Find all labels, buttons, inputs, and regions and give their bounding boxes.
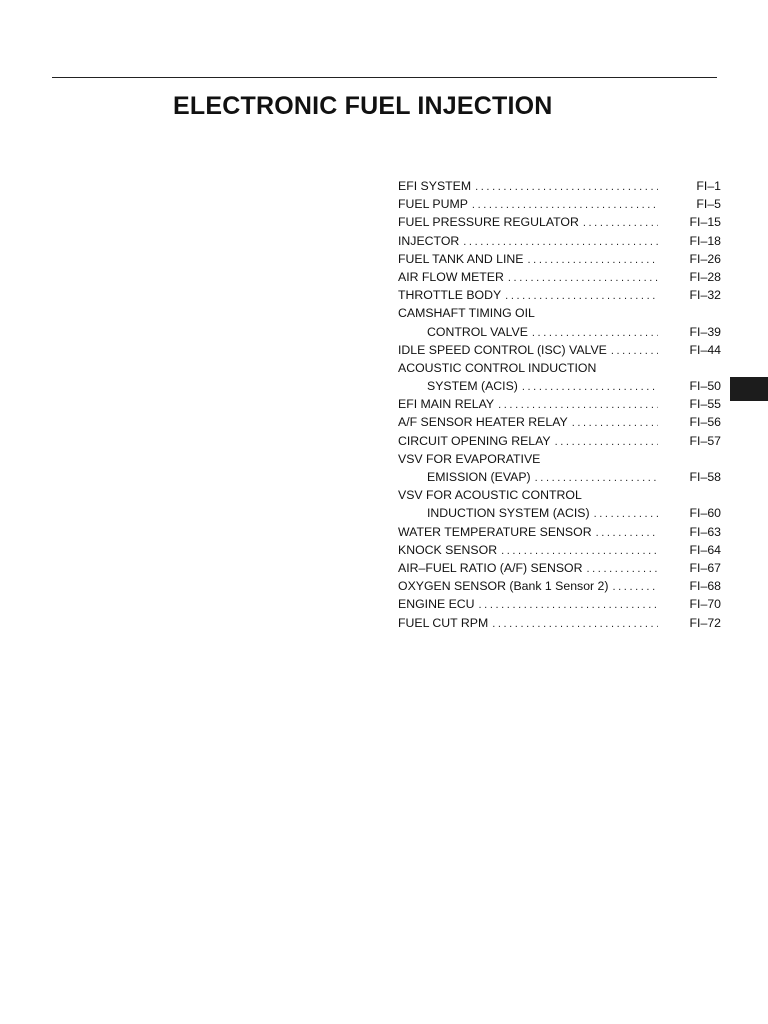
toc-entry-page: FI–44	[689, 342, 721, 357]
toc-entry-title: CIRCUIT OPENING RELAY	[398, 433, 551, 448]
toc-entry-title: ENGINE ECU	[398, 597, 475, 612]
toc-entry-acoustic-control-induction[interactable]	[398, 361, 721, 379]
toc-entry-throttle-body[interactable]	[398, 288, 721, 306]
toc-entry-emission-evap[interactable]	[398, 470, 721, 488]
toc-entry-efi-system[interactable]	[398, 179, 721, 197]
dot-leader	[555, 436, 658, 448]
toc-entry-page: FI–63	[689, 524, 721, 539]
dot-leader	[475, 181, 658, 193]
toc-entry-page: FI–5	[696, 197, 721, 212]
dot-leader	[613, 581, 659, 593]
header-rule	[52, 77, 717, 78]
toc-entry-page: FI–70	[689, 597, 721, 612]
toc-entry-vsv-for-acoustic-control[interactable]	[398, 488, 721, 506]
dot-leader	[532, 327, 658, 339]
toc-entry-title: CAMSHAFT TIMING OIL	[398, 306, 535, 321]
toc-entry-page: FI–15	[689, 215, 721, 230]
toc-entry-title: FUEL PRESSURE REGULATOR	[398, 215, 579, 230]
toc-entry-camshaft-timing-oil[interactable]	[398, 306, 721, 324]
toc-entry-title: IDLE SPEED CONTROL (ISC) VALVE	[398, 342, 607, 357]
dot-leader	[594, 508, 658, 520]
toc-entry-air-flow-meter[interactable]	[398, 270, 721, 288]
toc-entry-page: FI–50	[689, 379, 721, 394]
dot-leader	[535, 472, 658, 484]
toc-entry-title: FUEL TANK AND LINE	[398, 251, 524, 266]
toc-entry-title: KNOCK SENSOR	[398, 542, 498, 557]
toc-entry-fuel-tank-and-line[interactable]	[398, 252, 721, 270]
toc-entry-page: FI–18	[689, 233, 721, 248]
toc-entry-page: FI–60	[689, 506, 721, 521]
dot-leader	[522, 381, 658, 393]
toc-entry-page: FI–26	[689, 251, 721, 266]
toc-entry-efi-main-relay[interactable]	[398, 397, 721, 415]
toc-entry-page: FI–1	[696, 179, 721, 193]
toc-entry-system-acis[interactable]	[398, 379, 721, 397]
toc-entry-page: FI–55	[689, 397, 721, 412]
dot-leader	[492, 618, 658, 630]
dot-leader	[501, 545, 658, 557]
toc-entry-page: FI–67	[689, 560, 721, 575]
toc-entry-page: FI–28	[689, 269, 721, 284]
toc-entry-page: FI–72	[689, 615, 721, 630]
toc-entry-af-sensor-heater-relay[interactable]	[398, 415, 721, 433]
toc-entry-title: AIR–FUEL RATIO (A/F) SENSOR	[398, 560, 583, 575]
toc-entry-title: EFI MAIN RELAY	[398, 397, 495, 412]
section-index-tab	[730, 377, 768, 401]
dot-leader	[505, 290, 658, 302]
toc-entry-page: FI–68	[689, 579, 721, 594]
toc-entry-idle-speed-control-valve[interactable]	[398, 343, 721, 361]
toc-entry-title: FUEL CUT RPM	[398, 615, 489, 630]
dot-leader	[611, 345, 658, 357]
toc-entry-injector[interactable]	[398, 234, 721, 252]
toc-entry-title: WATER TEMPERATURE SENSOR	[398, 524, 592, 539]
toc-entry-engine-ecu[interactable]	[398, 597, 721, 615]
toc-entry-page: FI–56	[689, 415, 721, 430]
toc-entry-control-valve[interactable]	[398, 325, 721, 343]
toc-entry-page: FI–32	[689, 288, 721, 303]
dot-leader	[583, 217, 658, 229]
dot-leader	[463, 236, 658, 248]
toc-entry-fuel-cut-rpm[interactable]	[398, 616, 721, 634]
toc-entry-title: VSV FOR EVAPORATIVE	[398, 451, 541, 466]
dot-leader	[479, 599, 658, 611]
dot-leader	[498, 399, 658, 411]
toc-entry-fuel-pressure-regulator[interactable]	[398, 215, 721, 233]
page-title: ELECTRONIC FUEL INJECTION	[173, 92, 553, 120]
toc-entry-title: VSV FOR ACOUSTIC CONTROL	[398, 488, 582, 503]
toc-entry-induction-system-acis[interactable]	[398, 506, 721, 524]
toc-entry-title: AIR FLOW METER	[398, 269, 504, 284]
toc-entry-title: EMISSION (EVAP)	[427, 470, 531, 484]
toc-entry-air-fuel-ratio-sensor[interactable]	[398, 561, 721, 579]
toc-entry-title: ACOUSTIC CONTROL INDUCTION	[398, 360, 597, 375]
toc-entry-title: EFI SYSTEM	[398, 179, 472, 193]
toc-entry-page: FI–64	[689, 542, 721, 557]
toc-entry-page: FI–57	[689, 433, 721, 448]
table-of-contents	[398, 179, 721, 634]
toc-entry-title: CONTROL VALVE	[427, 324, 528, 339]
toc-entry-title: A/F SENSOR HEATER RELAY	[398, 415, 568, 430]
dot-leader	[508, 272, 658, 284]
toc-entry-oxygen-sensor[interactable]	[398, 579, 721, 597]
toc-entry-circuit-opening-relay[interactable]	[398, 434, 721, 452]
dot-leader	[596, 527, 658, 539]
toc-entry-vsv-for-evaporative[interactable]	[398, 452, 721, 470]
toc-entry-title: INDUCTION SYSTEM (ACIS)	[427, 506, 590, 521]
toc-entry-title: SYSTEM (ACIS)	[427, 379, 518, 394]
toc-entry-title: INJECTOR	[398, 233, 460, 248]
dot-leader	[586, 563, 658, 575]
toc-entry-fuel-pump[interactable]	[398, 197, 721, 215]
toc-entry-page: FI–58	[689, 470, 721, 484]
toc-entry-knock-sensor[interactable]	[398, 543, 721, 561]
dot-leader	[472, 199, 658, 211]
toc-entry-title: THROTTLE BODY	[398, 288, 502, 303]
dot-leader	[572, 417, 658, 429]
toc-entry-title: OXYGEN SENSOR (Bank 1 Sensor 2)	[398, 579, 609, 594]
toc-entry-page: FI–39	[689, 324, 721, 339]
toc-entry-title: FUEL PUMP	[398, 197, 468, 212]
dot-leader	[528, 254, 658, 266]
toc-entry-water-temperature-sensor[interactable]	[398, 525, 721, 543]
